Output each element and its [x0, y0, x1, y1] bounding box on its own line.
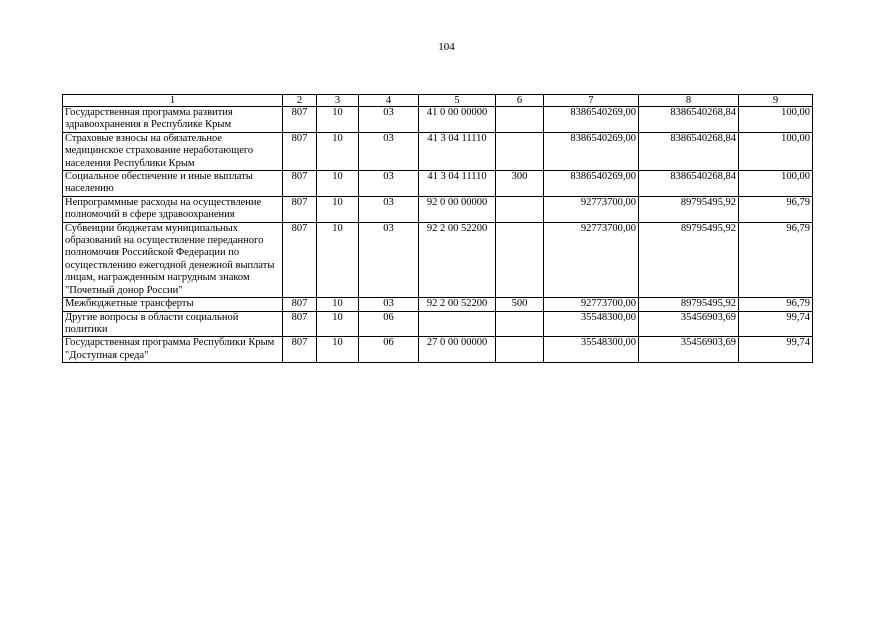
col-header-4: 4 [359, 95, 419, 107]
row-col-6: 300 [496, 171, 544, 197]
row-name: Страховые взносы на обязательное медицинское страхование неработающего населения Республики Крым [63, 132, 283, 170]
col-header-6: 6 [496, 95, 544, 107]
row-name: Непрограммные расходы на осуществление полномочий в сфере здравоохранения [63, 196, 283, 222]
row-col-3: 10 [317, 222, 359, 297]
col-header-8: 8 [639, 95, 739, 107]
row-col-6 [496, 337, 544, 363]
row-col-7: 8386540269,00 [544, 107, 639, 133]
table-row [63, 171, 813, 197]
col-header-1: 1 [63, 95, 283, 107]
table-row [63, 196, 813, 222]
row-col-8: 8386540268,84 [639, 171, 739, 197]
row-col-8: 35456903,69 [639, 311, 739, 337]
table-row [63, 132, 813, 170]
row-col-5: 41 0 00 00000 [419, 107, 496, 133]
row-col-5 [419, 311, 496, 337]
budget-table [62, 94, 813, 363]
row-col-2: 807 [283, 171, 317, 197]
table-row [63, 311, 813, 337]
row-col-9: 99,74 [739, 311, 813, 337]
row-col-6 [496, 107, 544, 133]
row-col-2: 807 [283, 107, 317, 133]
row-col-3: 10 [317, 132, 359, 170]
row-col-7: 35548300,00 [544, 337, 639, 363]
row-col-3: 10 [317, 196, 359, 222]
table-row [63, 298, 813, 311]
row-col-8: 89795495,92 [639, 222, 739, 297]
row-col-7: 92773700,00 [544, 222, 639, 297]
row-col-4: 03 [359, 132, 419, 170]
col-header-7: 7 [544, 95, 639, 107]
row-col-3: 10 [317, 171, 359, 197]
row-col-9: 100,00 [739, 132, 813, 170]
row-col-6 [496, 311, 544, 337]
row-name: Социальное обеспечение и иные выплаты населению [63, 171, 283, 197]
row-col-7: 35548300,00 [544, 311, 639, 337]
row-col-4: 03 [359, 107, 419, 133]
row-col-8: 89795495,92 [639, 196, 739, 222]
col-header-5: 5 [419, 95, 496, 107]
row-col-5: 92 0 00 00000 [419, 196, 496, 222]
row-col-6 [496, 222, 544, 297]
row-col-6 [496, 132, 544, 170]
table-row [63, 222, 813, 297]
page-number: 104 [438, 41, 455, 53]
row-col-5: 92 2 00 52200 [419, 298, 496, 311]
row-col-8: 8386540268,84 [639, 132, 739, 170]
row-col-9: 96,79 [739, 298, 813, 311]
row-col-2: 807 [283, 298, 317, 311]
row-name: Субвенции бюджетам муниципальных образований на осуществление переданного полномочия Российской Федерации по осуществлению ежегодной денежной выплаты лицам, награжденным нагрудным знаком "Почетный донор России" [63, 222, 283, 297]
row-col-5: 41 3 04 11110 [419, 132, 496, 170]
row-col-6: 500 [496, 298, 544, 311]
row-col-3: 10 [317, 337, 359, 363]
row-col-9: 96,79 [739, 196, 813, 222]
row-col-5: 92 2 00 52200 [419, 222, 496, 297]
row-col-9: 100,00 [739, 107, 813, 133]
row-col-2: 807 [283, 222, 317, 297]
col-header-3: 3 [317, 95, 359, 107]
row-col-8: 8386540268,84 [639, 107, 739, 133]
row-col-2: 807 [283, 337, 317, 363]
row-col-6 [496, 196, 544, 222]
row-col-3: 10 [317, 311, 359, 337]
row-name: Государственная программа Республики Крым "Доступная среда" [63, 337, 283, 363]
col-header-2: 2 [283, 95, 317, 107]
row-col-4: 03 [359, 196, 419, 222]
row-col-4: 03 [359, 222, 419, 297]
row-col-9: 96,79 [739, 222, 813, 297]
row-col-5: 27 0 00 00000 [419, 337, 496, 363]
row-col-4: 06 [359, 311, 419, 337]
row-col-3: 10 [317, 298, 359, 311]
row-col-2: 807 [283, 196, 317, 222]
row-col-5: 41 3 04 11110 [419, 171, 496, 197]
row-col-4: 03 [359, 298, 419, 311]
row-col-2: 807 [283, 311, 317, 337]
row-name: Межбюджетные трансферты [63, 298, 283, 311]
row-col-8: 89795495,92 [639, 298, 739, 311]
header-row [63, 95, 813, 107]
row-col-2: 807 [283, 132, 317, 170]
table-row [63, 107, 813, 133]
row-col-8: 35456903,69 [639, 337, 739, 363]
row-col-3: 10 [317, 107, 359, 133]
row-name: Государственная программа развития здравоохранения в Республике Крым [63, 107, 283, 133]
table-row [63, 337, 813, 363]
row-col-4: 06 [359, 337, 419, 363]
row-col-9: 100,00 [739, 171, 813, 197]
row-col-7: 8386540269,00 [544, 171, 639, 197]
row-name: Другие вопросы в области социальной политики [63, 311, 283, 337]
row-col-9: 99,74 [739, 337, 813, 363]
row-col-7: 92773700,00 [544, 196, 639, 222]
row-col-7: 92773700,00 [544, 298, 639, 311]
row-col-7: 8386540269,00 [544, 132, 639, 170]
row-col-4: 03 [359, 171, 419, 197]
col-header-9: 9 [739, 95, 813, 107]
